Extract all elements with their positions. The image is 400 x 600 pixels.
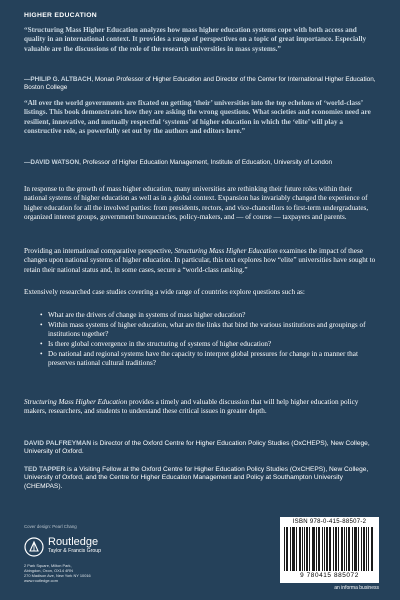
- question-item: • What are the drivers of change in systems of mass higher education?: [40, 311, 372, 320]
- isbn-number: ISBN 978-0-415-88507-2: [292, 519, 367, 525]
- endorsement-attribution-2: [24, 159, 376, 167]
- description-paragraph-1: In response to the growth of mass higher education, many universities are rethinking their future roles within their national systems of higher education as well as in a global context. Expansion has invariably changed the experience of higher education for all the involved parties: from presidents, rectors, and vice-chancellors to first-term undergraduates, organized interest groups, government bureaucracies, policy-makers, and — of course — taxpayers and parents.: [24, 185, 369, 221]
- question-item: • Is there global convergence in the structuring of systems of higher education?: [40, 340, 372, 349]
- question-item: • Do national and regional systems have the capacity to interpret global pressures for change in a manner that preserves national cultural traditions?: [40, 350, 372, 369]
- question-list: [40, 311, 372, 369]
- author-bio-1: DAVID PALFREYMAN is Director of the Oxford Centre for Higher Education Policy Studies (OxCHEPS), New College, University of Oxford.: [24, 440, 370, 456]
- routledge-logo-icon: [24, 537, 44, 557]
- author-name-1: DAVID PALFREYMAN: [24, 440, 92, 447]
- book-title: Structuring Mass Higher Education: [174, 247, 278, 255]
- informa-tagline: an informa business: [334, 585, 379, 591]
- publisher-logo: [24, 536, 144, 560]
- author-bio-2: TED TAPPER is a Visiting Fellow at the Oxford Centre for Higher Education Policy Studies (OxCHEPS), New College, University of Oxford, and the Centre for Higher Education Management and Policy at Southampton University (CHEMPAS).: [24, 466, 369, 490]
- endorser-role-2: , Professor of Higher Education Management, Institute of Education, University of London: [79, 159, 333, 166]
- endorser-name-1: —PHILIP G. ALTBACH: [24, 76, 92, 83]
- endorser-role-1: , Monan Professor of Higher Education and Director of the Center for International Higher Education, Boston College: [24, 76, 376, 92]
- cover-credit: Cover design: Pearl Chang: [24, 524, 77, 529]
- endorser-name-2: —DAVID WATSON: [24, 159, 80, 166]
- book-title: Structuring Mass Higher Education: [24, 398, 128, 406]
- barcode: [280, 517, 379, 583]
- category-label: HIGHER EDUCATION: [24, 12, 98, 19]
- endorsement-quote-2: “All over the world governments are fixated on getting ‘their’ universities into the top echelons of ‘world-class’ listings. This book demonstrates how they are asking the wrong questions. What societies and economies need are resilient, innovative, and mutually respectful ‘systems’ of higher education in which the ‘elite’ will play a constructive role, as powerfully set out by the authors and editors here.”: [24, 99, 371, 135]
- description-paragraph-4: Structuring Mass Higher Education provides a timely and valuable discussion that will help higher education policy makers, researchers, and students to understand these critical issues in greater depth.: [24, 398, 359, 416]
- barcode-bars: [284, 527, 374, 571]
- description-paragraph-2: Providing an international comparative perspective, Structuring Mass Higher Education examines the impact of these changes upon national systems of higher education. In particular, this text explores how “elite” universities have sought to retain their national status and, in some cases, secure a “world-class ranking.”: [24, 247, 376, 274]
- question-item: • Within mass systems of higher education, what are the links that bind the various institutions and groupings of institutions together?: [40, 321, 372, 340]
- author-name-2: TED TAPPER: [24, 466, 66, 473]
- publisher-address: 2 Park Square, Milton Park, Abingdon, Oxon, OX14 4RN 270 Madison Ave, New York NY 10016 www.routledge.com: [24, 563, 91, 583]
- publisher-name: Routledge: [48, 536, 99, 548]
- ean-digits: 9 780415 885072: [300, 572, 359, 579]
- publisher-subtitle: Taylor & Francis Group: [48, 548, 102, 554]
- endorsement-attribution-1: [24, 76, 376, 92]
- endorsement-quote-1: “Structuring Mass Higher Education analyzes how mass higher education systems cope with both access and quality in an international context. It provides a range of perspectives on a topic of great importance. Especially valuable are the discussions of the role of the research universities in mass systems.”: [24, 26, 367, 53]
- description-paragraph-3: Extensively researched case studies covering a wide range of countries explore questions such as:: [24, 288, 305, 296]
